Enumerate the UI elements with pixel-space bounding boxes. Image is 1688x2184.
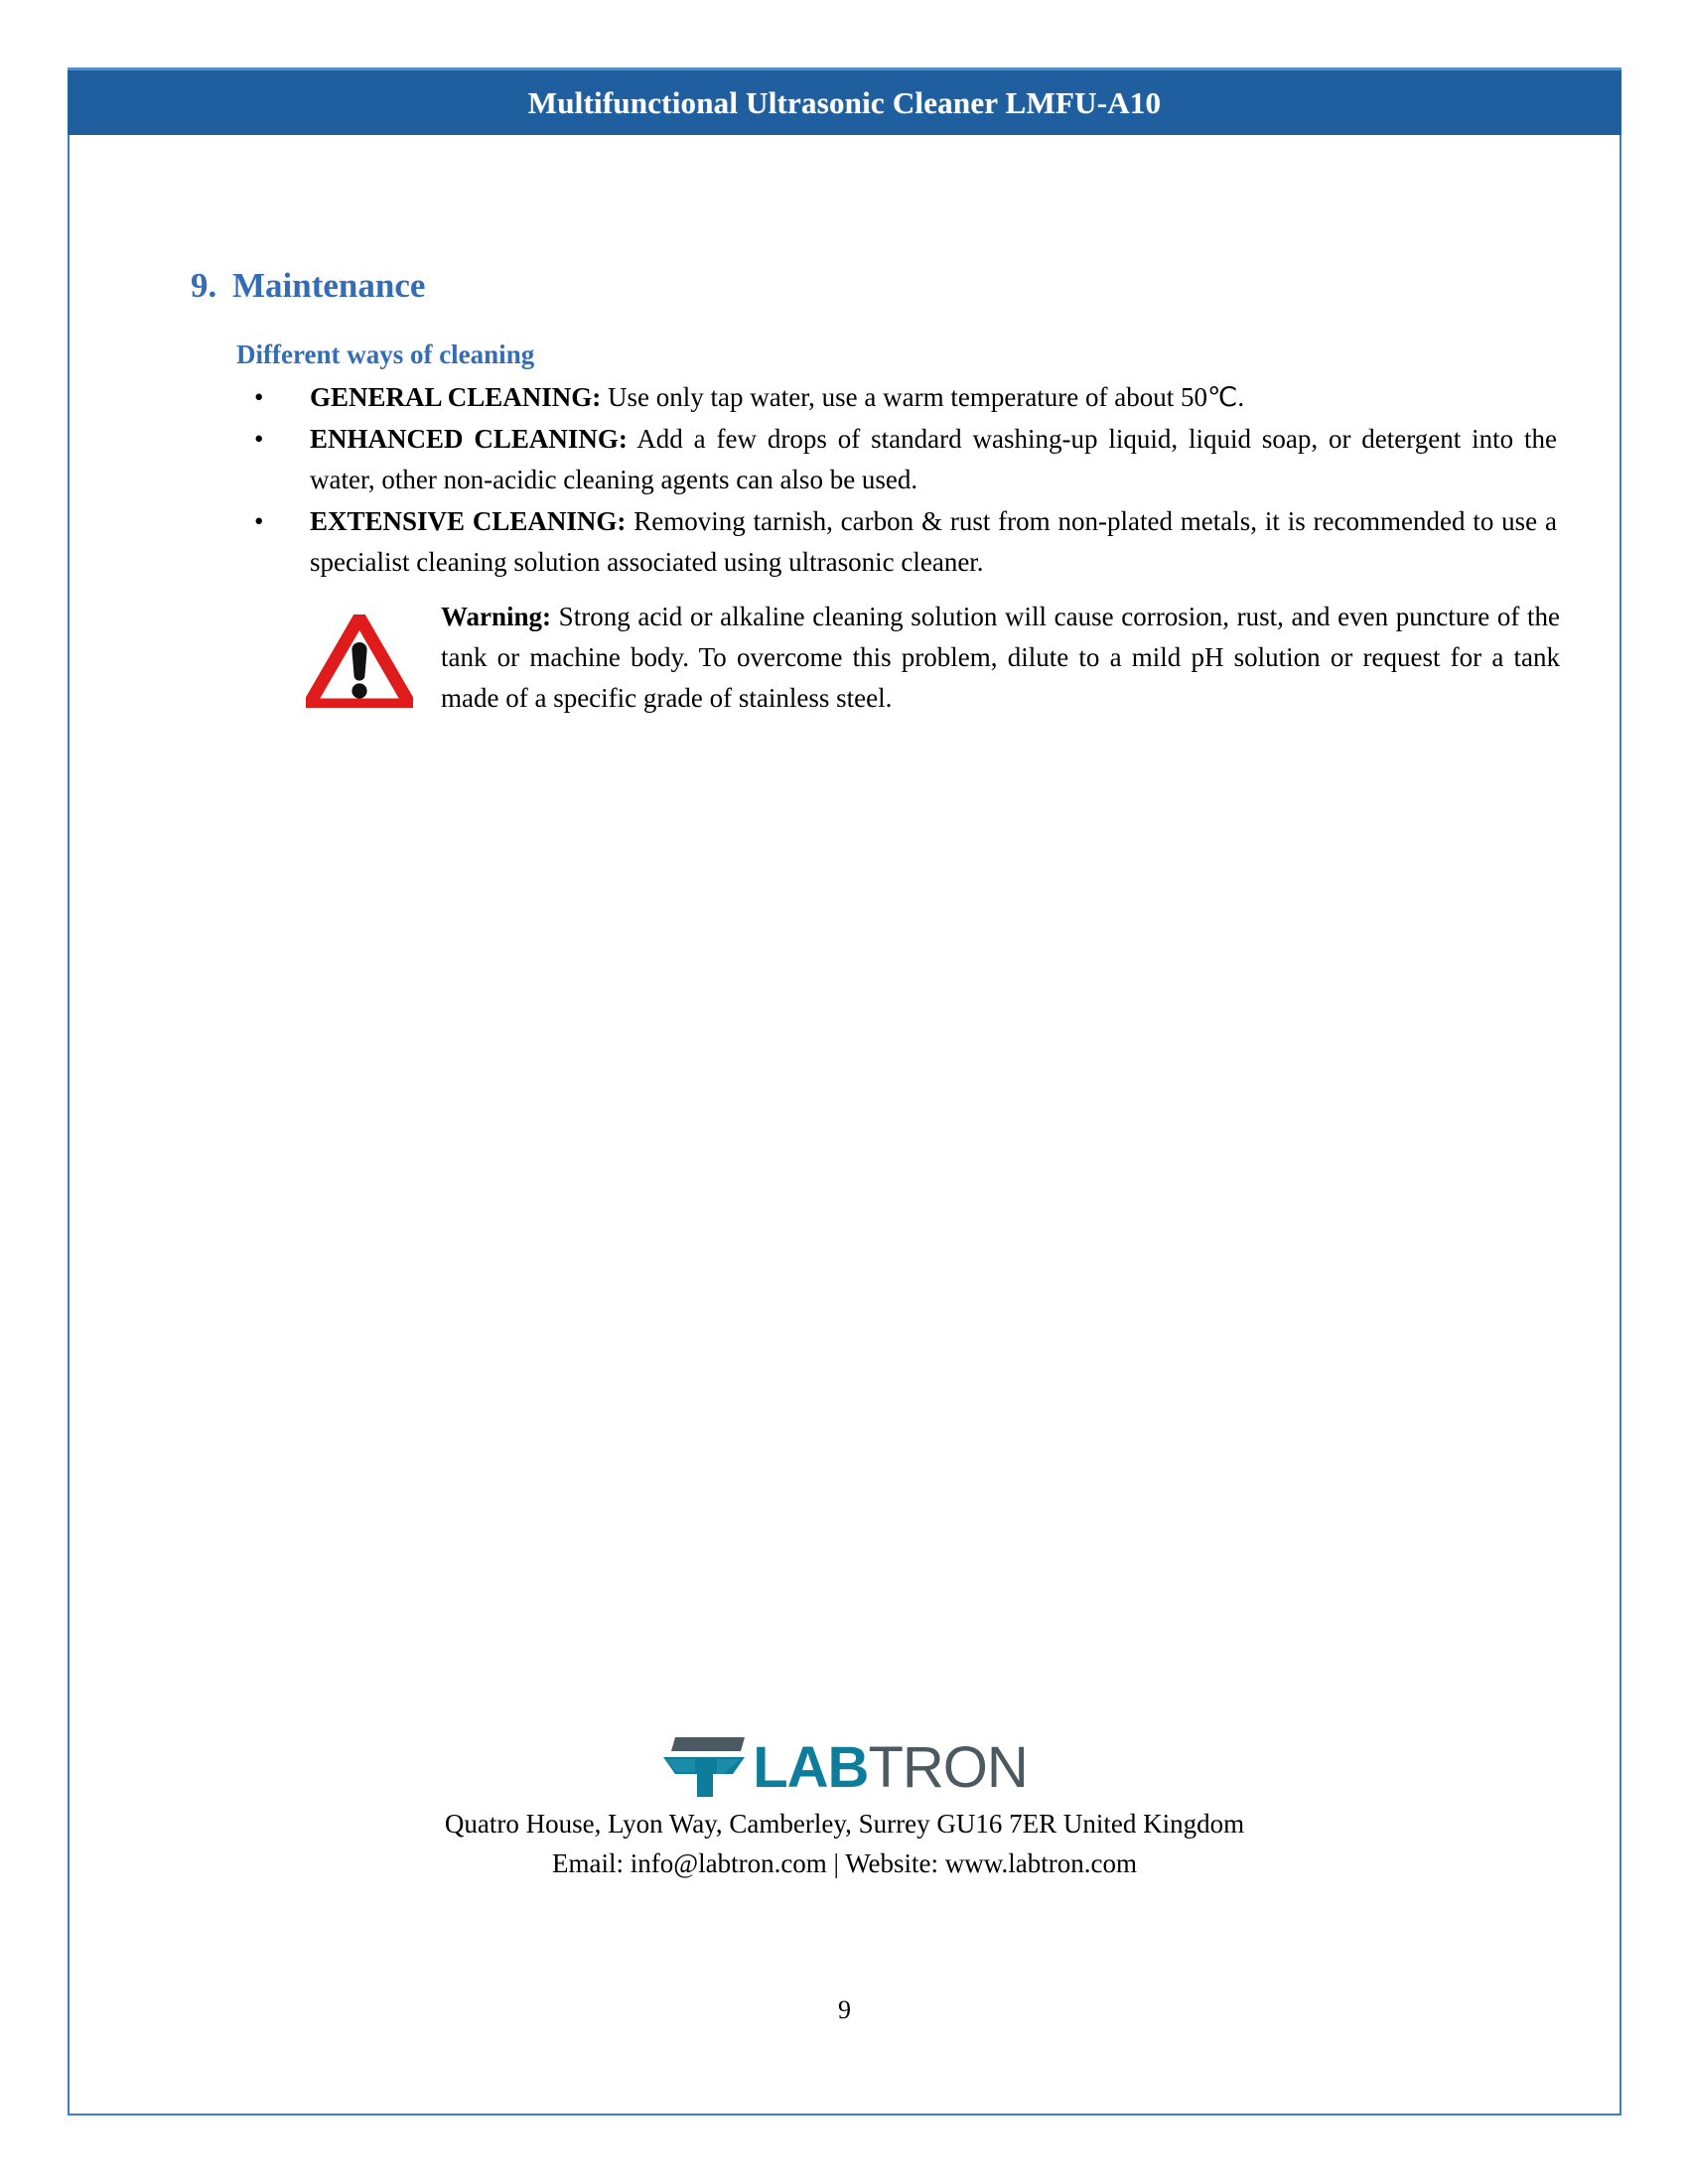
page-number: 9 [838,1995,851,2024]
logo-word-primary: LAB [753,1735,869,1800]
logo-word-secondary: TRON [868,1735,1028,1800]
footer-contact: Email: info@labtron.com | Website: www.labtron.com [552,1848,1137,1878]
list-item [236,419,1557,500]
labtron-logo [68,1732,1621,1804]
sub-heading: Different ways of cleaning [236,340,535,369]
section-heading [191,266,425,306]
section-number: 9. [191,266,217,305]
list-item [236,377,1557,418]
warning-triangle-icon [306,614,413,708]
warning-label: Warning: [441,602,552,631]
bullet-dot-icon: • [254,506,264,536]
list-item-label: EXTENSIVE CLEANING: [310,506,627,536]
list-item-text: Removing tarnish, carbon & rust from non-plated metals, it is recommended to use a specialist cleaning solution associated using ultrasonic cleaner. [310,506,1557,577]
bullet-dot-icon: • [254,424,264,454]
page-footer [68,1732,1621,1883]
bullet-dot-icon: • [254,382,264,412]
document-title: Multifunctional Ultrasonic Cleaner LMFU-A10 [527,84,1162,120]
labtron-wordmark [753,1735,1028,1800]
list-item-label: GENERAL CLEANING: [310,382,602,412]
list-item-label: ENHANCED CLEANING: [310,424,628,454]
cleaning-methods-list [236,377,1557,584]
labtron-mark-icon [661,1733,747,1804]
document-header-band [68,68,1621,135]
list-item-text: Add a few drops of standard washing-up liquid, liquid soap, or detergent into the water, other non-acidic cleaning agents can also be used. [310,424,1557,494]
warning-text [441,597,1560,719]
warning-body: Strong acid or alkaline cleaning solution will cause corrosion, rust, and even puncture of the tank or machine body. To overcome this problem, dilute to a mild pH solution or request for a tank made of a specific grade of stainless steel. [441,602,1560,713]
page-title: Maintenance [232,266,426,305]
list-item [236,501,1557,583]
list-item-text: Use only tap water, use a warm temperature of about 50℃. [601,382,1245,412]
footer-address: Quatro House, Lyon Way, Camberley, Surrey GU16 7ER United Kingdom [444,1809,1245,1839]
warning-block [306,597,1560,719]
